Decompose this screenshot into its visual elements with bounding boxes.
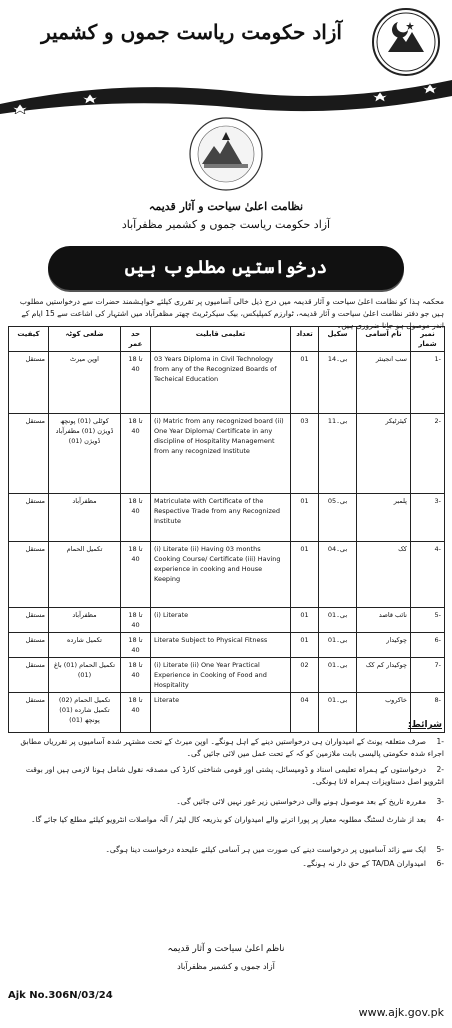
table-cell-post: نائب قاصد [357,608,411,633]
table-cell-sn: -5 [411,608,445,633]
table-cell-scale: بی۔01 [319,608,357,633]
table-cell-quota: تکمیل الحمام [49,542,121,608]
table-cell-scale: بی۔04 [319,542,357,608]
table-cell-status: مستقل [9,542,49,608]
condition-number: -1 [436,737,444,746]
table-cell-quota: تکمیل الحمام (01) باغ (01) [49,658,121,693]
table-cell-sn: -7 [411,658,445,693]
table-cell-scale: بی۔14 [319,352,357,414]
table-cell-post: کک [357,542,411,608]
table-cell-status: مستقل [9,608,49,633]
table-cell-quota: اوپن میرٹ [49,352,121,414]
table-cell-qual: Literate Subject to Physical Fitness [151,633,291,658]
condition-number: -3 [436,797,444,806]
intro-text: محکمہ ہذا کو نظامت اعلیٰ سیاحت و آثار قدیمہ میں درج ذیل خالی آسامیوں پر تقرری کیلئے خواہشمند حضرات سے درخواستیں مطلوب ہیں جو دفتر نظامت اعلیٰ سیاحت و آثار قدیمہ، ٹوارزم کمپلیکس، بیک سیکرٹریٹ چھتر مظفرآباد میں اشتہار کی اشاعت سے 15 ایام کے اندر موصول ہو جانا ضروری ہیں۔ [19,297,444,330]
table-cell-quota: مظفرآباد [49,494,121,542]
table-cell-status: مستقل [9,658,49,693]
table-cell-sn: -3 [411,494,445,542]
table-cell-post: کیئرٹیکر [357,414,411,494]
table-cell-qual: (i) Matric from any recognized board (ii) One Year Diploma/ Certificate in any discipline of Hospitality Management from any recognized Institute [151,414,291,494]
signature-title: ناظم اعلیٰ سیاحت و آثار قدیمہ [167,944,285,954]
table-cell-sn: -2 [411,414,445,494]
table-row [9,658,445,693]
table-cell-status: مستقل [9,352,49,414]
table-header-row [9,327,445,352]
table-cell-age: 18 تا 40 [121,352,151,414]
table-cell-qual: (i) Literate (ii) Having 03 months Cooking Course/ Certificate (iii) Having experience in cooking and House Keeping [151,542,291,608]
table-cell-qual: Literate [151,693,291,733]
table-cell-count: 02 [291,658,319,693]
column-header: نام آسامی [357,327,411,352]
condition-number: -5 [436,845,444,854]
table-cell-count: 01 [291,494,319,542]
table-cell-count: 04 [291,693,319,733]
table-cell-count: 01 [291,352,319,414]
table-cell-sn: -1 [411,352,445,414]
condition-item [8,858,444,870]
condition-text: امیدواران TA/DA کے حق دار نہ ہونگے۔ [302,859,426,868]
column-header: تعداد [291,327,319,352]
condition-number: -4 [436,815,444,824]
table-cell-sn: -4 [411,542,445,608]
table-cell-scale: بی۔05 [319,494,357,542]
tourism-department-logo-icon [176,116,276,194]
condition-text: بعد از شارٹ لسٹنگ مطلوبہ معیار پر پورا اترنے والے امیدواران کو بذریعہ کال لیٹر / آلہ مواصلات انٹرویو کیلئے مطلع کیا جائے گا۔ [31,815,426,824]
table-cell-scale: بی۔01 [319,658,357,693]
table-cell-age: 18 تا 40 [121,542,151,608]
condition-text: صرف متعلقہ یونٹ کے امیدواران ہی درخواستیں دینے کے اہل ہونگے۔ اوپن میرٹ کے تحت مشتہر شدہ آسامیوں پر تقرریاں مطابق اجراء شدہ حکومتی پالیسی بابت ملازمین کو کہ کے تحت عمل میں لائی جائیں گی۔ [20,737,444,758]
table-cell-status: مستقل [9,633,49,658]
condition-item [8,844,444,856]
table-cell-age: 18 تا 40 [121,608,151,633]
table-row [9,633,445,658]
condition-text: ایک سے زائد آسامیوں پر درخواست دینے کی صورت میں ہر آسامی کیلئے علیحدہ درخواست دینا ہوگی۔ [105,845,426,854]
table-cell-status: مستقل [9,414,49,494]
condition-text: درخواستوں کے ہمراہ تعلیمی اسناد و ڈومیسائل، پشتی اور قومی شناختی کارڈ کی مصدقہ نقول شامل ہونا لازمی ہیں اور بوقت انٹرویو اصل دستاویزات ہمراہ لانا ہونگی۔ [25,765,444,786]
table-cell-quota: تکمیل شارده [49,633,121,658]
table-cell-scale: بی۔11 [319,414,357,494]
table-cell-post: خاکروب [357,693,411,733]
table-cell-quota: کوٹلی (01) پونچھ ڈویژن (01) مظفرآباد ڈویژن (01) [49,414,121,494]
decorative-leaf-band [0,74,452,114]
table-cell-age: 18 تا 40 [121,414,151,494]
table-cell-age: 18 تا 40 [121,494,151,542]
column-header: نمبر شمار [411,327,445,352]
table-cell-count: 01 [291,542,319,608]
table-cell-post: سب انجینئر [357,352,411,414]
vacancy-table [8,326,445,733]
government-title: آزاد حکومت ریاست جموں و کشمیر [41,20,342,44]
table-cell-status: مستقل [9,494,49,542]
column-header: حد عمر [121,327,151,352]
table-cell-quota: تکمیل الحمام (02) تکمیل شارده (01) پونچھ (01) [49,693,121,733]
column-header: کیفیت [9,327,49,352]
condition-item [8,764,444,788]
column-header: ضلعی کوٹہ [49,327,121,352]
table-cell-scale: بی۔01 [319,693,357,733]
condition-number: -6 [436,859,444,868]
table-cell-qual: 03 Years Diploma in Civil Technology from any of the Recognized Boards of Techeical Education [151,352,291,414]
table-cell-age: 18 تا 40 [121,693,151,733]
signature-address: آزاد جموں و کشمیر مظفرآباد [177,962,275,971]
condition-item [8,736,444,760]
condition-item [8,796,444,808]
department-name: نظامت اعلیٰ سیاحت و آثار قدیمہ [148,200,304,213]
government-logo-icon [372,8,440,76]
website-link[interactable]: www.ajk.gov.pk [358,1006,444,1019]
table-cell-post: چوکیدار کم کک [357,658,411,693]
table-row [9,352,445,414]
vacancies-banner: درخواستیں مطلوب ہیں [48,246,404,290]
table-cell-post: چوکیدار [357,633,411,658]
condition-text: مقررہ تاریخ کے بعد موصول ہونے والی درخواستیں زیر غور نہیں لائی جائیں گی۔ [176,797,426,806]
table-row [9,542,445,608]
department-address: آزاد حکومت ریاست جموں و کشمیر مظفرآباد [121,218,331,231]
table-row [9,608,445,633]
table-cell-qual: (i) Literate (ii) One Year Practical Experience in Cooking of Food and Hospitality [151,658,291,693]
table-cell-status: مستقل [9,693,49,733]
condition-item [8,814,444,826]
column-header: تعلیمی قابلیت [151,327,291,352]
table-cell-post: پلمبر [357,494,411,542]
table-cell-age: 18 تا 40 [121,658,151,693]
table-cell-count: 01 [291,608,319,633]
table-row [9,693,445,733]
table-row [9,494,445,542]
table-cell-scale: بی۔01 [319,633,357,658]
table-cell-age: 18 تا 40 [121,633,151,658]
condition-number: -2 [436,765,444,774]
table-cell-sn: -6 [411,633,445,658]
table-cell-count: 01 [291,633,319,658]
table-cell-quota: مظفرآباد [49,608,121,633]
table-cell-count: 03 [291,414,319,494]
table-cell-sn: -8 [411,693,445,733]
table-row [9,414,445,494]
table-cell-qual: Matriculate with Certificate of the Respective Trade from any Recognized Institute [151,494,291,542]
advertisement-reference: Ajk No.306N/03/24 [8,990,113,1001]
table-cell-qual: (i) Literate [151,608,291,633]
conditions-title: شرائط: [407,720,442,730]
column-header: سکیل [319,327,357,352]
